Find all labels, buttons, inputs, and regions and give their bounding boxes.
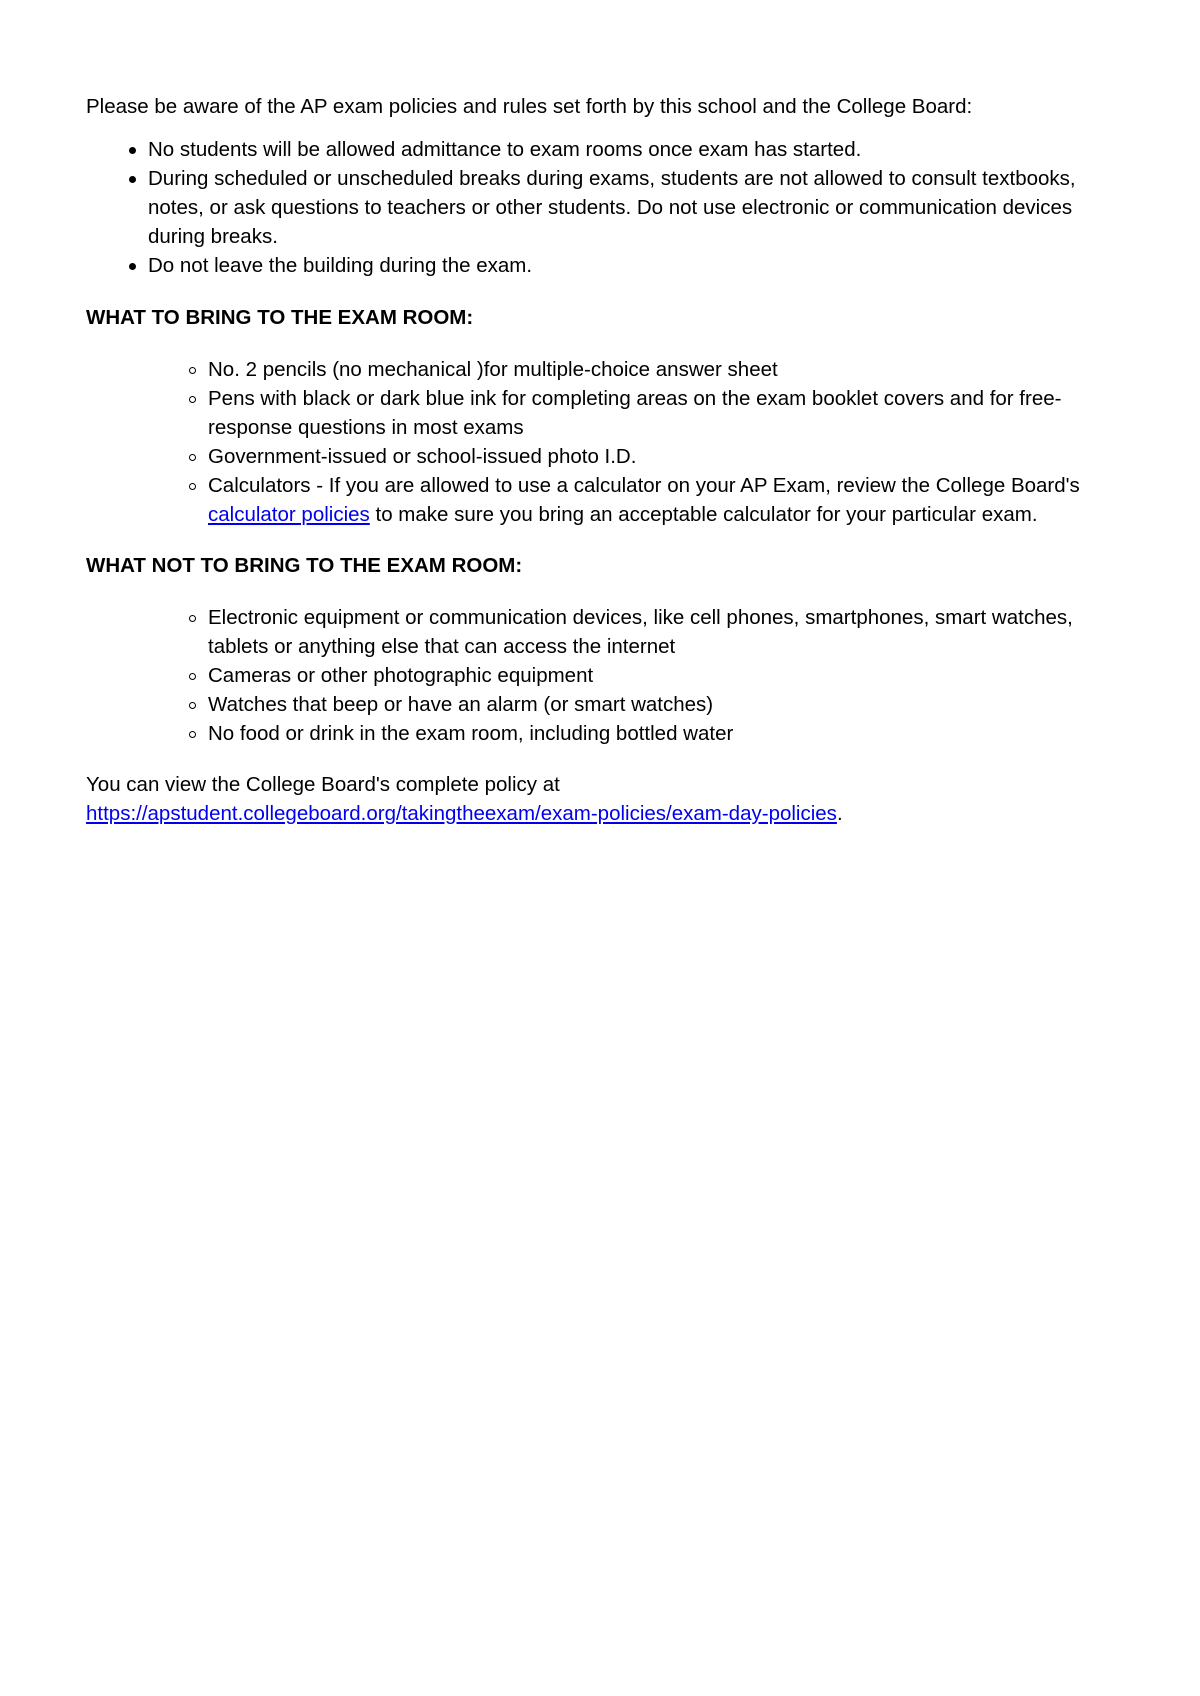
closing-period: . bbox=[836, 802, 843, 825]
closing-text: You can view the College Board's complete policy at bbox=[86, 773, 560, 796]
rule-item: No students will be allowed admittance to exam rooms once exam has started. bbox=[128, 135, 1126, 164]
rules-list bbox=[128, 135, 1126, 280]
rule-item: During scheduled or unscheduled breaks during exams, students are not allowed to consult textbooks, notes, or ask questions to teachers or other students. Do not use electronic or communication devices during breaks. bbox=[128, 164, 1126, 251]
bring-item: Government-issued or school-issued photo I.D. bbox=[188, 442, 1126, 471]
not-bring-list bbox=[188, 603, 1126, 748]
intro-paragraph: Please be aware of the AP exam policies and rules set forth by this school and the College Board: bbox=[86, 95, 973, 118]
calculator-policies-link[interactable]: calculator policies bbox=[208, 503, 370, 526]
document-page bbox=[86, 92, 1126, 828]
closing-paragraph bbox=[86, 770, 1126, 828]
calculator-text-before: Calculators - If you are allowed to use a calculator on your AP Exam, review the College Board's bbox=[208, 474, 1080, 497]
bring-item: No. 2 pencils (no mechanical )for multiple-choice answer sheet bbox=[188, 355, 1126, 384]
bring-item-calculator bbox=[188, 471, 1126, 529]
not-bring-item: Watches that beep or have an alarm (or smart watches) bbox=[188, 690, 1126, 719]
not-bring-item: Electronic equipment or communication devices, like cell phones, smartphones, smart watches, tablets or anything else that can access the internet bbox=[188, 603, 1126, 661]
calculator-text-after: to make sure you bring an acceptable calculator for your particular exam. bbox=[369, 503, 1038, 526]
bring-item: Pens with black or dark blue ink for completing areas on the exam booklet covers and for free-response questions in most exams bbox=[188, 384, 1126, 442]
not-bring-heading: WHAT NOT TO BRING TO THE EXAM ROOM: bbox=[86, 554, 523, 577]
bring-heading: WHAT TO BRING TO THE EXAM ROOM: bbox=[86, 306, 474, 329]
policy-url-link[interactable]: https://apstudent.collegeboard.org/takingtheexam/exam-policies/exam-day-policies bbox=[86, 802, 837, 825]
bring-list bbox=[188, 355, 1126, 529]
rule-item: Do not leave the building during the exam. bbox=[128, 251, 1126, 280]
not-bring-item: No food or drink in the exam room, including bottled water bbox=[188, 719, 1126, 748]
not-bring-item: Cameras or other photographic equipment bbox=[188, 661, 1126, 690]
